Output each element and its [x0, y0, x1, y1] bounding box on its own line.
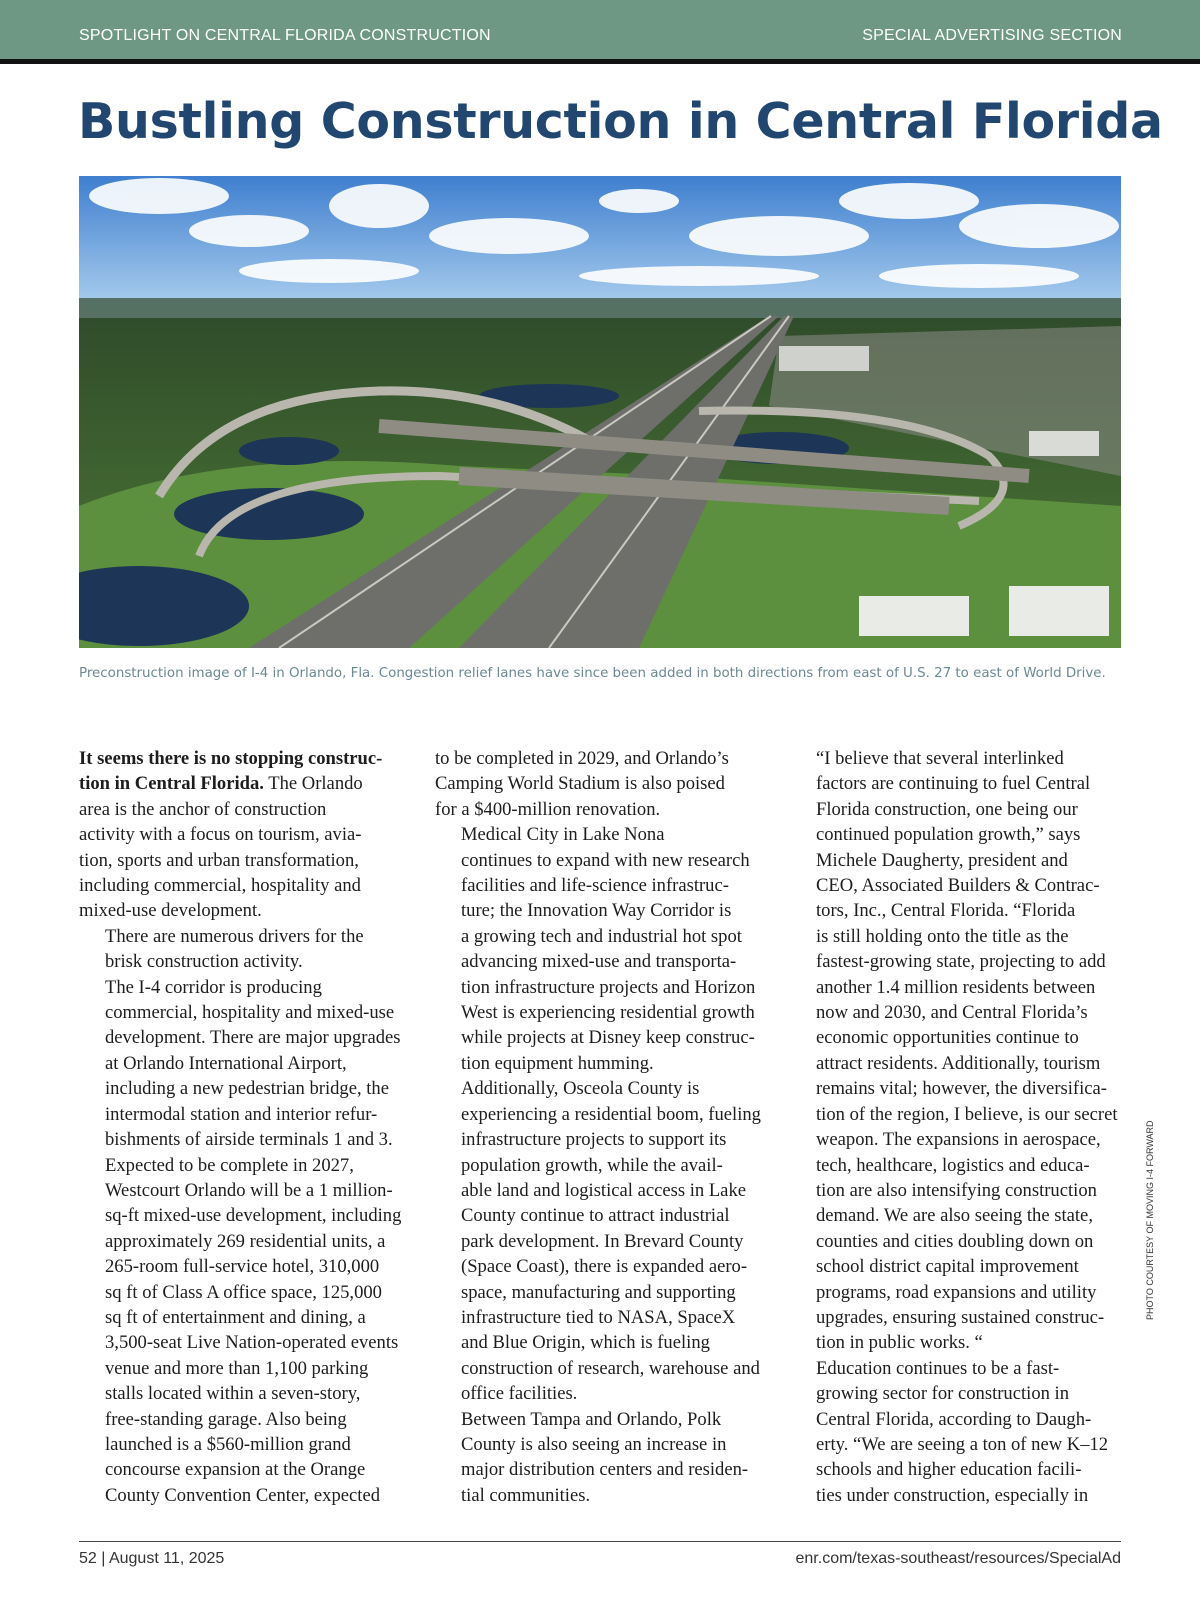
text-line: tion in public works. “	[816, 1332, 983, 1354]
text-line: mixed-use development.	[79, 900, 262, 922]
text-line: development. There are major upgrades	[105, 1027, 401, 1049]
text-line: continues to expand with new research	[461, 849, 750, 871]
text-line: 265-room full-service hotel, 310,000	[105, 1256, 380, 1278]
text-line: Camping World Stadium is also poised	[435, 773, 725, 795]
text-line: area is the anchor of construction	[79, 798, 327, 820]
text-line: attract residents. Additionally, tourism	[816, 1052, 1101, 1074]
text-line: major distribution centers and residen-	[461, 1459, 749, 1481]
article-paragraph	[435, 746, 767, 822]
text-line: for a $400-million renovation.	[435, 798, 661, 820]
article-paragraph	[435, 1407, 767, 1509]
page-number-date: 52 | August 11, 2025	[79, 1550, 225, 1567]
article-paragraph	[79, 1153, 411, 1509]
text-line: programs, road expansions and utility	[816, 1281, 1097, 1303]
text-line: park development. In Brevard County	[461, 1230, 744, 1252]
text-line: schools and higher education facili-	[816, 1459, 1082, 1481]
text-line: stalls located within a seven-story,	[105, 1383, 361, 1405]
text-line: a growing tech and industrial hot spot	[461, 925, 742, 947]
text-line: space, manufacturing and supporting	[461, 1281, 736, 1303]
text-line: bishments of airside terminals 1 and 3.	[105, 1129, 393, 1151]
text-line: “I believe that several interlinked	[816, 748, 1064, 769]
aerial-highway-illustration	[79, 176, 1121, 648]
text-line: construction of research, warehouse and	[461, 1357, 760, 1379]
text-line: launched is a $560-million grand	[105, 1433, 351, 1455]
text-line: facilities and life-science infrastruc-	[461, 875, 729, 897]
text-line: Expected to be complete in 2027,	[105, 1154, 354, 1176]
article-paragraph	[435, 1076, 767, 1406]
text-line: factors are continuing to fuel Central	[816, 773, 1091, 795]
section-banner	[0, 0, 1200, 64]
text-line: continued population growth,” says	[816, 824, 1081, 846]
text-line: There are numerous drivers for the	[105, 925, 364, 947]
text-line: now and 2030, and Central Florida’s	[816, 1002, 1088, 1024]
text-line: tion, sports and urban transformation,	[79, 849, 359, 871]
text-line: advancing mixed-use and transporta-	[461, 951, 737, 973]
article-paragraph	[790, 746, 1122, 1356]
text-line: free-standing garage. Also being	[105, 1408, 347, 1430]
text-line: Medical City in Lake Nona	[461, 824, 665, 846]
text-line: office facilities.	[461, 1383, 578, 1405]
text-line: population growth, while the avail-	[461, 1154, 723, 1176]
text-line: able land and logistical access in Lake	[461, 1179, 746, 1201]
text-line: sq-ft mixed-use development, including	[105, 1205, 402, 1227]
text-line: ture; the Innovation Way Corridor is	[461, 900, 732, 922]
photo-caption: Preconstruction image of I-4 in Orlando, Fla. Congestion relief lanes have since been added in both directions from east of U.S. 27 to east of World Drive.	[79, 666, 1106, 681]
text-line: intermodal station and interior refur-	[105, 1103, 378, 1125]
article-column-3	[790, 746, 1122, 1508]
text-line: commercial, hospitality and mixed-use	[105, 1002, 395, 1024]
text-line: at Orlando International Airport,	[105, 1052, 347, 1074]
text-line: CEO, Associated Builders & Contrac-	[816, 875, 1100, 897]
text-line: West is experiencing residential growth	[461, 1002, 755, 1024]
text-line: tors, Inc., Central Florida. “Florida	[816, 900, 1076, 922]
text-line: weapon. The expansions in aerospace,	[816, 1129, 1101, 1151]
text-line: growing sector for construction in	[816, 1383, 1070, 1405]
text-line: Florida construction, one being our	[816, 798, 1078, 820]
text-line: to be completed in 2029, and Orlando’s	[435, 748, 729, 769]
article-paragraph	[79, 975, 411, 1153]
text-line: The Orlando	[263, 773, 363, 795]
text-line: economic opportunities continue to	[816, 1027, 1079, 1049]
text-line: Westcourt Orlando will be a 1 million-	[105, 1179, 393, 1201]
text-line: Central Florida, according to Daugh-	[816, 1408, 1092, 1430]
text-line: Education continues to be a fast-	[816, 1357, 1060, 1379]
text-line: school district capital improvement	[816, 1256, 1079, 1278]
footer-url: enr.com/texas-southeast/resources/SpecialAd	[795, 1550, 1121, 1567]
text-line: 3,500-seat Live Nation-operated events	[105, 1332, 399, 1354]
text-line: another 1.4 million residents between	[816, 976, 1096, 998]
text-line: activity with a focus on tourism, avia-	[79, 824, 362, 846]
banner-advertising-label: SPECIAL ADVERTISING SECTION	[862, 27, 1122, 44]
page-title: Bustling Construction in Central Florida	[78, 93, 1163, 150]
article-paragraph	[790, 1356, 1122, 1508]
text-line: County is also seeing an increase in	[461, 1433, 727, 1455]
text-line: remains vital; however, the diversifica-	[816, 1078, 1107, 1100]
text-line: concourse expansion at the Orange	[105, 1459, 366, 1481]
article-paragraph	[79, 924, 411, 975]
text-line: tech, healthcare, logistics and educa-	[816, 1154, 1090, 1176]
text-line: sq ft of Class A office space, 125,000	[105, 1281, 382, 1303]
text-line: sq ft of entertainment and dining, a	[105, 1306, 366, 1328]
text-line: tion infrastructure projects and Horizon	[461, 976, 756, 998]
lead-line: It seems there is no stopping construc-	[79, 748, 383, 769]
text-line: and Blue Origin, which is fueling	[461, 1332, 710, 1354]
banner-section-label: SPOTLIGHT ON CENTRAL FLORIDA CONSTRUCTION	[79, 27, 491, 44]
text-line: is still holding onto the title as the	[816, 925, 1069, 947]
text-line: Michele Daugherty, president and	[816, 849, 1068, 871]
text-line: erty. “We are seeing a ton of new K–12	[816, 1433, 1109, 1455]
text-line: demand. We are also seeing the state,	[816, 1205, 1093, 1227]
text-line: infrastructure tied to NASA, SpaceX	[461, 1306, 736, 1328]
text-line: upgrades, ensuring sustained construc-	[816, 1306, 1105, 1328]
text-line: The I-4 corridor is producing	[105, 976, 322, 998]
text-line: Additionally, Osceola County is	[461, 1078, 700, 1100]
text-line: tion equipment humming.	[461, 1052, 654, 1074]
text-line: approximately 269 residential units, a	[105, 1230, 386, 1252]
text-line: tial communities.	[461, 1484, 591, 1506]
text-line: counties and cities doubling down on	[816, 1230, 1094, 1252]
text-line: fastest-growing state, projecting to add	[816, 951, 1106, 973]
article-paragraph	[435, 822, 767, 1076]
article-column-2	[435, 746, 767, 1508]
text-line: infrastructure projects to support its	[461, 1129, 727, 1151]
article-column-1	[79, 746, 411, 1508]
text-line: ties under construction, especially in	[816, 1484, 1089, 1506]
text-line: tion of the region, I believe, is our secret	[816, 1103, 1118, 1125]
text-line: County continue to attract industrial	[461, 1205, 730, 1227]
text-line: including a new pedestrian bridge, the	[105, 1078, 389, 1100]
footer-divider	[79, 1541, 1121, 1542]
text-line: while projects at Disney keep construc-	[461, 1027, 755, 1049]
text-line: experiencing a residential boom, fueling	[461, 1103, 761, 1125]
text-line: including commercial, hospitality and	[79, 875, 361, 897]
lead-line: tion in Central Florida.	[79, 773, 264, 795]
text-line: Between Tampa and Orlando, Polk	[461, 1408, 722, 1430]
photo-credit: PHOTO COURTESY OF MOVING I-4 FORWARD	[1145, 1120, 1155, 1320]
text-line: County Convention Center, expected	[105, 1484, 381, 1506]
text-line: brisk construction activity.	[105, 951, 303, 973]
article-paragraph	[79, 746, 411, 924]
text-line: (Space Coast), there is expanded aero-	[461, 1256, 748, 1278]
aerial-highway-photo	[79, 176, 1121, 648]
text-line: tion are also intensifying construction	[816, 1179, 1097, 1201]
text-line: venue and more than 1,100 parking	[105, 1357, 369, 1379]
